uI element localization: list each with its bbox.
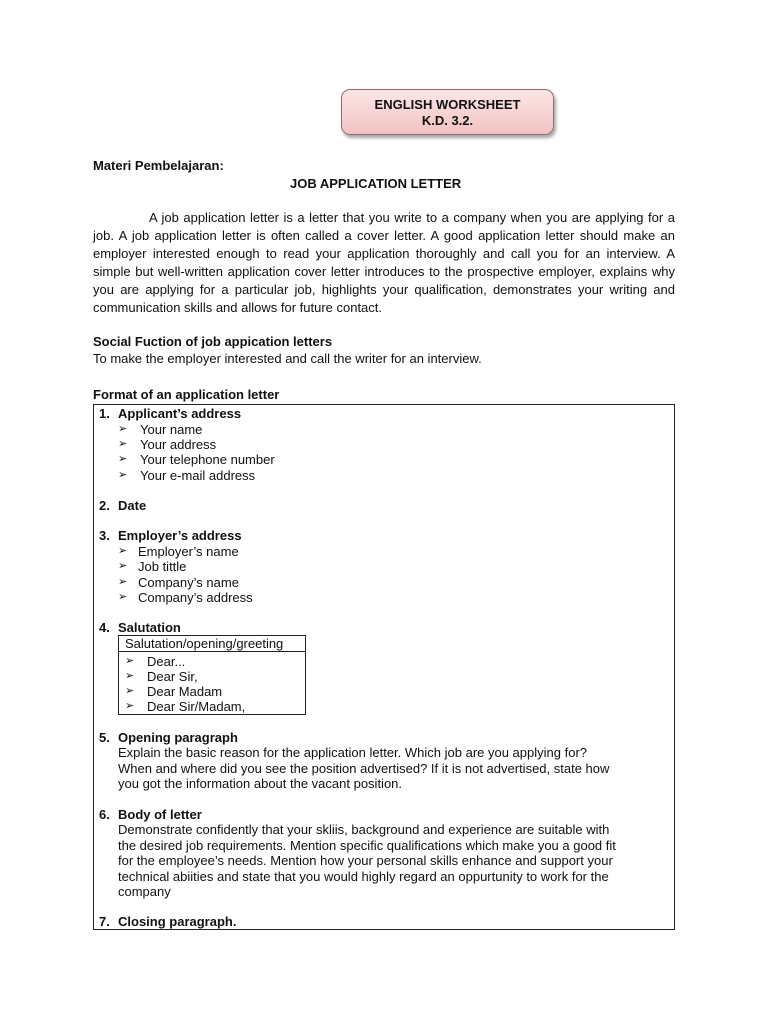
list-item: ➢ Dear Sir/Madam, bbox=[125, 699, 246, 714]
section-number: 2. bbox=[99, 498, 110, 513]
section-description: Demonstrate confidently that your skliis, background and experience are suitable with the desired job requirements. Mention specific qualifications which make you a good fit for the employee’s needs. Mention how your personal skills enhance and support your technical abiities and state that you would highly regard an oppurtunity to work for the company bbox=[118, 822, 616, 899]
salutation-table bbox=[118, 635, 306, 715]
arrow-bullet-icon: ➢ bbox=[118, 423, 128, 435]
list-item: ➢ Your telephone number bbox=[118, 452, 275, 467]
list-item: ➢ Employer’s name bbox=[118, 544, 239, 559]
list-item: ➢ Your address bbox=[118, 437, 217, 452]
section-description: Explain the basic reason for the application letter. Which job are you applying for? When and where did you see the position advertised? If it is not advertised, state how you got the information about the vacant position. bbox=[118, 745, 610, 791]
arrow-bullet-icon: ➢ bbox=[118, 576, 128, 588]
section-title: Closing paragraph. bbox=[118, 914, 237, 929]
format-box bbox=[93, 404, 675, 930]
list-item: ➢ Job tittle bbox=[118, 559, 187, 574]
section-number: 4. bbox=[99, 620, 110, 635]
section-number: 1. bbox=[99, 406, 110, 421]
section-title: Opening paragraph bbox=[118, 730, 238, 745]
arrow-bullet-icon: ➢ bbox=[118, 591, 128, 603]
list-item: ➢ Company’s name bbox=[118, 575, 239, 590]
section-title: Employer’s address bbox=[118, 528, 242, 543]
arrow-bullet-icon: ➢ bbox=[125, 655, 135, 667]
arrow-bullet-icon: ➢ bbox=[125, 670, 135, 682]
list-item: ➢ Dear... bbox=[125, 654, 186, 669]
arrow-bullet-icon: ➢ bbox=[125, 700, 135, 712]
arrow-bullet-icon: ➢ bbox=[118, 545, 128, 557]
list-item: ➢ Your name bbox=[118, 422, 203, 437]
list-item: ➢ Company’s address bbox=[118, 590, 253, 605]
arrow-bullet-icon: ➢ bbox=[118, 469, 128, 481]
arrow-bullet-icon: ➢ bbox=[125, 685, 135, 697]
arrow-bullet-icon: ➢ bbox=[118, 453, 128, 465]
page-title: JOB APPLICATION LETTER bbox=[290, 176, 462, 191]
arrow-bullet-icon: ➢ bbox=[118, 560, 128, 572]
salutation-table-header: Salutation/opening/greeting bbox=[119, 636, 305, 652]
materi-label: Materi Pembelajaran: bbox=[93, 158, 224, 173]
intro-text: A job application letter is a letter that you write to a company when you are applying for a job. A job application letter is often called a cover letter. A good application letter should make an employer interested enough to read your application thoroughly and call you for an interview. A simple but well-written application cover letter introduces to the prospective employer, explains why you are applying for a particular job, highlights your qualification, demonstrates your writing and communication skills and allows for future contact. bbox=[93, 210, 675, 315]
list-item: ➢ Your e-mail address bbox=[118, 468, 256, 483]
format-heading: Format of an application letter bbox=[93, 387, 280, 402]
worksheet-header-box bbox=[341, 89, 554, 135]
section-title: Date bbox=[118, 498, 147, 513]
worksheet-code: K.D. 3.2. bbox=[421, 113, 474, 128]
social-function-heading: Social Fuction of job appication letters bbox=[93, 334, 333, 349]
intro-paragraph bbox=[93, 209, 675, 317]
section-title: Body of letter bbox=[118, 807, 202, 822]
section-number: 7. bbox=[99, 914, 110, 929]
social-function-text: To make the employer interested and call the writer for an interview. bbox=[93, 351, 482, 366]
arrow-bullet-icon: ➢ bbox=[118, 438, 128, 450]
list-item: ➢ Dear Sir, bbox=[125, 669, 198, 684]
list-item: ➢ Dear Madam bbox=[125, 684, 223, 699]
section-title: Applicant’s address bbox=[118, 406, 242, 421]
section-number: 6. bbox=[99, 807, 110, 822]
section-title: Salutation bbox=[118, 620, 181, 635]
section-number: 5. bbox=[99, 730, 110, 745]
worksheet-title: ENGLISH WORKSHEET bbox=[374, 97, 521, 112]
section-number: 3. bbox=[99, 528, 110, 543]
